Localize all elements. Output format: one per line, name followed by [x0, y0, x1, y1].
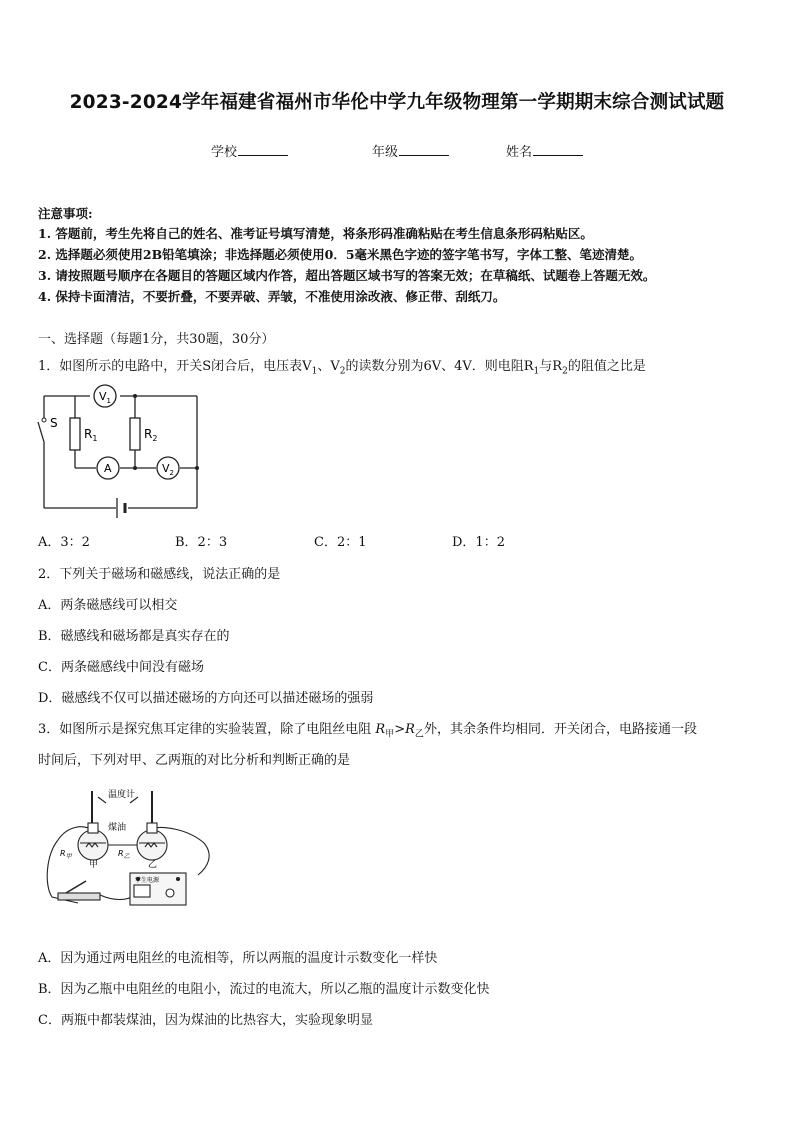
flask-jia-label: 甲: [89, 860, 99, 870]
grade-label: 年级: [372, 145, 399, 160]
question-2-stem: 2．下列关于磁场和磁感线，说法正确的是: [38, 567, 281, 582]
v1-label: $V_1$: [99, 390, 111, 405]
power-supply-label: 学生电源: [135, 877, 160, 884]
question-2-option-c: C．两条磁感线中间没有磁场: [38, 660, 204, 675]
question-1-circuit-diagram: [30, 380, 220, 520]
note-1: 1. 答题前，考生先将自己的姓名、准考证号填写清楚，将条形码准确粘贴在考生信息条形码粘贴区。: [38, 226, 593, 241]
r1-label: $R_1$: [84, 427, 98, 443]
notes-header: 注意事项:: [38, 206, 93, 221]
switch-label: S: [50, 416, 58, 430]
question-3-stem-line-2: 时间后，下列对甲、乙两瓶的对比分析和判断正确的是: [38, 753, 351, 768]
name-field: [506, 141, 583, 160]
question-3-option-c: C．两瓶中都装煤油，因为煤油的比热容大，实验现象明显: [38, 1013, 373, 1028]
r-yi-label: $R_乙$: [118, 849, 130, 860]
kerosene-label: 煤油: [108, 823, 127, 833]
name-blank: [533, 143, 583, 156]
page-title: 2023-2024学年福建省福州市华伦中学九年级物理第一学期期末综合测试试题: [69, 92, 725, 113]
question-1-option-c: C．2：1: [314, 535, 367, 550]
school-field: [211, 141, 288, 160]
question-2-option-b: B．磁感线和磁场都是真实存在的: [38, 629, 230, 644]
v2-label: $V_2$: [162, 462, 174, 477]
question-1-stem: 1．如图所示的电路中，开关S闭合后，电压表$V_1$、$V_2$的读数分别为6V、4V．则电阻$R_1$与$R_2$的阻值之比是: [38, 359, 646, 377]
r-jia-label: $R_甲$: [60, 849, 72, 860]
question-3-option-b: B．因为乙瓶中电阻丝的电阻小，流过的电流大，所以乙瓶的温度计示数变化快: [38, 982, 490, 997]
school-blank: [238, 143, 288, 156]
thermometer-label: 温度计: [108, 790, 136, 800]
question-1-option-d: D．1：2: [452, 535, 505, 550]
question-2-option-a: A．两条磁感线可以相交: [38, 598, 178, 613]
note-3: 3. 请按照题号顺序在各题目的答题区域内作答，超出答题区域书写的答案无效；在草稿纸、试题卷上答题无效。: [38, 268, 656, 283]
section-header: 一、选择题（每题1分，共30题，30分）: [38, 332, 275, 347]
question-3-option-a: A．因为通过两电阻丝的电流相等，所以两瓶的温度计示数变化一样快: [38, 951, 438, 966]
question-1-option-b: B．2：3: [175, 535, 228, 550]
ammeter-label: A: [104, 462, 112, 475]
grade-blank: [399, 143, 449, 156]
name-label: 姓名: [506, 145, 533, 160]
flask-yi-label: 乙: [148, 860, 158, 870]
question-3-stem-line-1: 3．如图所示是探究焦耳定律的实验装置，除了电阻丝电阻 $R_甲>R_乙$外，其余条件均相同．开关闭合，电路接通一段: [38, 722, 697, 740]
question-3-joule-law-apparatus: [38, 785, 218, 915]
note-2: 2. 选择题必须使用2B铅笔填涂；非选择题必须使用0．5毫米黑色字迹的签字笔书写，字体工整、笔迹清楚。: [38, 247, 643, 262]
school-label: 学校: [211, 145, 238, 160]
r2-label: $R_2$: [144, 427, 158, 443]
note-4: 4. 保持卡面清洁，不要折叠，不要弄破、弄皱，不准使用涂改液、修正带、刮纸刀。: [38, 289, 506, 304]
grade-field: [372, 141, 449, 160]
question-1-option-a: A．3：2: [38, 535, 90, 550]
question-2-option-d: D．磁感线不仅可以描述磁场的方向还可以描述磁场的强弱: [38, 691, 374, 706]
